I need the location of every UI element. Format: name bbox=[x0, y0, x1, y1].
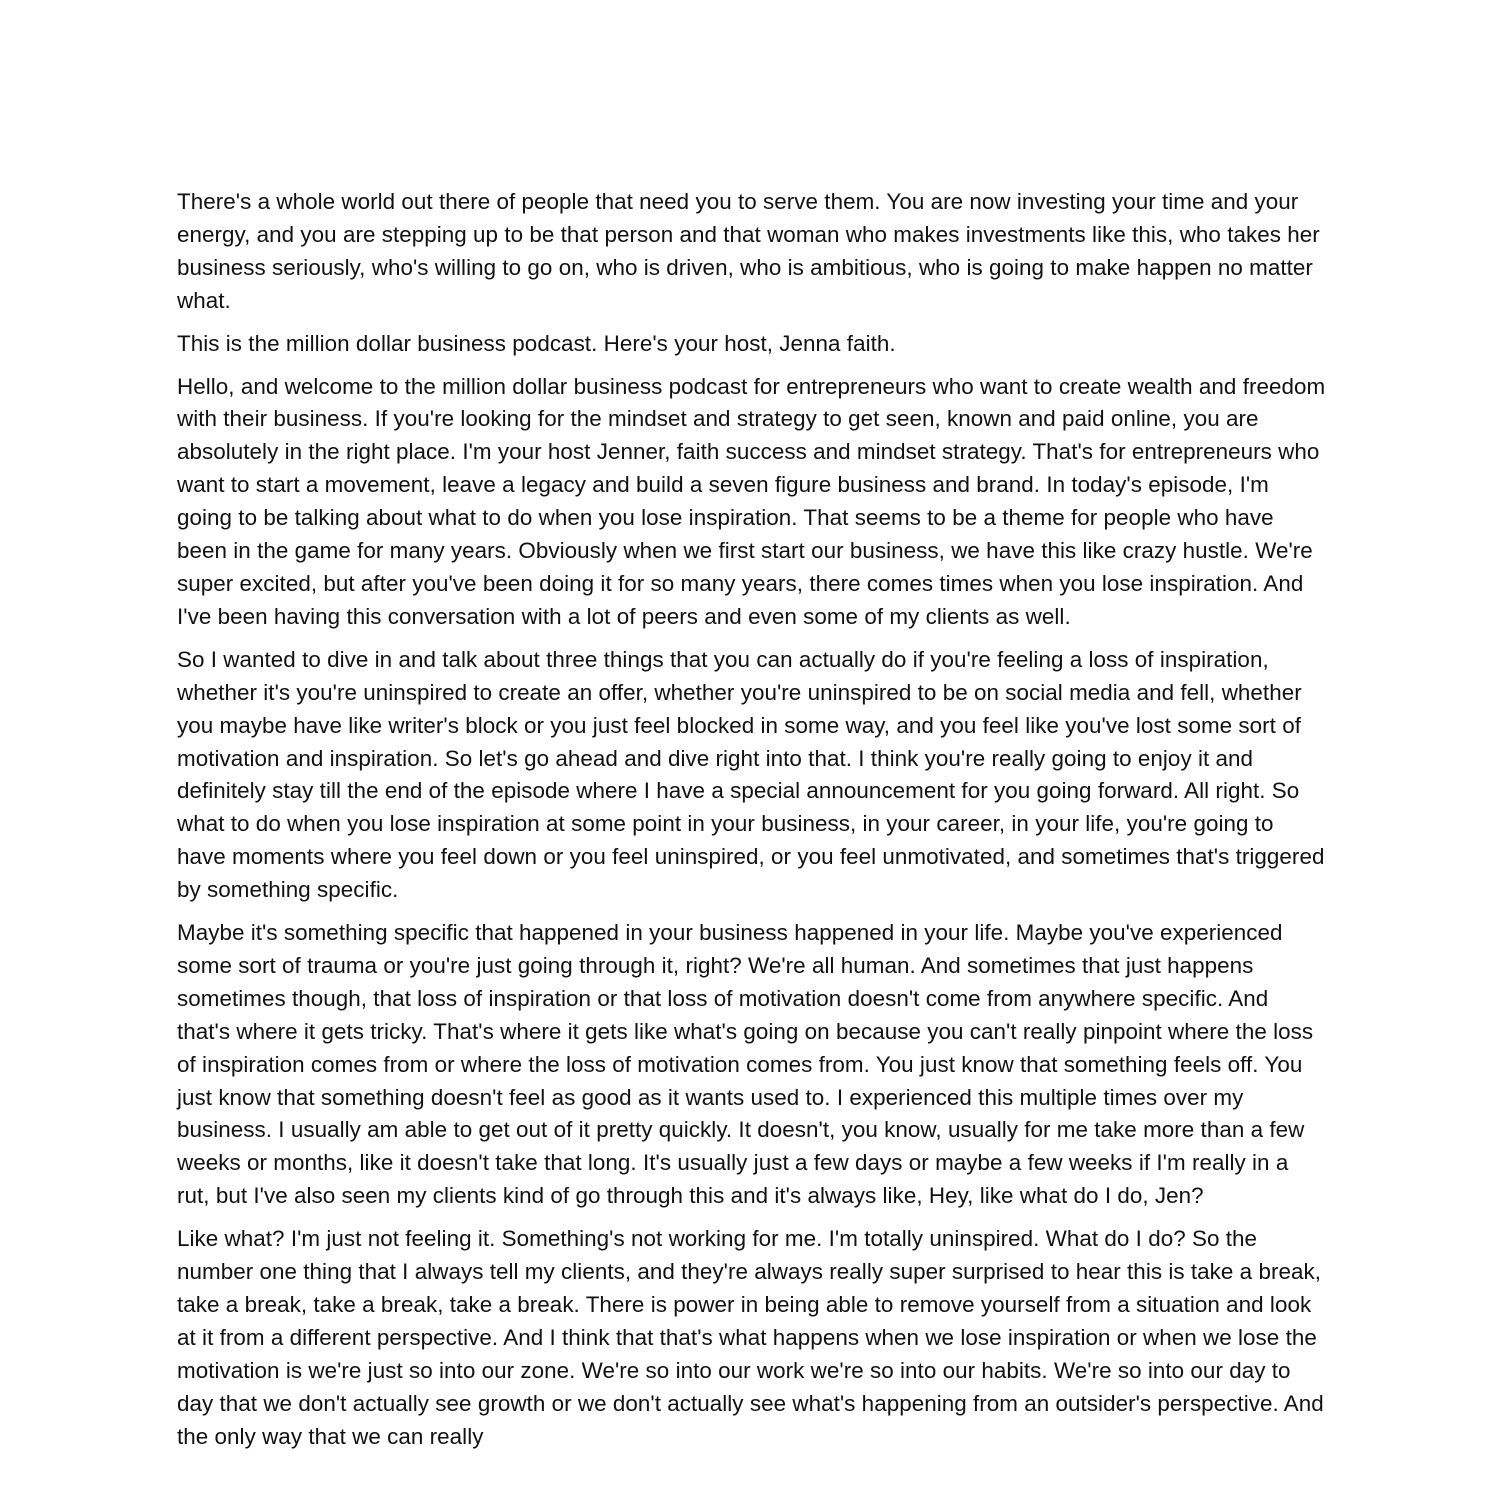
transcript-body bbox=[177, 186, 1327, 1464]
paragraph-podcast-intro: This is the million dollar business podcast. Here's your host, Jenna faith. bbox=[177, 330, 896, 356]
paragraph-three-things: So I wanted to dive in and talk about three things that you can actually do if you're feeling a loss of inspiration, whether it's you're uninspired to create an offer, whether you're uninspired to be on social media and fell, whether you maybe have like writer's block or you just feel blocked in some way, and you feel like you've lost some sort of motivation and inspiration. So let's go ahead and dive right into that. I think you're really going to enjoy it and definitely stay till the end of the episode where I have a special announcement for you going forward. All right. So what to do when you lose inspiration at some point in your business, in your career, in your life, you're going to have moments where you feel down or you feel uninspired, or you feel unmotivated, and sometimes that's triggered by something specific. bbox=[177, 646, 1325, 903]
paragraph-welcome: Hello, and welcome to the million dollar business podcast for entrepreneurs who want to create wealth and freedom with their business. If you're looking for the mindset and strategy to get seen, known and paid online, you are absolutely in the right place. I'm your host Jenner, faith success and mindset strategy. That's for entrepreneurs who want to start a movement, leave a legacy and build a seven figure business and brand. In today's episode, I'm going to be talking about what to do when you lose inspiration. That seems to be a theme for people who have been in the game for many years. Obviously when we first start our business, we have this like crazy hustle. We're super excited, but after you've been doing it for so many years, there comes times when you lose inspiration. And I've been having this conversation with a lot of peers and even some of my clients as well. bbox=[177, 373, 1326, 629]
paragraph-take-a-break: Like what? I'm just not feeling it. Something's not working for me. I'm totally uninspired. What do I do? So the number one thing that I always tell my clients, and they're always really super surprised to hear this is take a break, take a break, take a break, take a break. There is power in being able to remove yourself from a situation and look at it from a different perspective. And I think that that's what happens when we lose inspiration or when we lose the motivation is we're just so into our zone. We're so into our work we're so into our habits. We're so into our day to day that we don't actually see growth or we don't actually see what's happening from an outsider's perspective. And the only way that we can really bbox=[177, 1226, 1324, 1449]
paragraph-something-specific: Maybe it's something specific that happened in your business happened in your life. Maybe you've experienced some sort of trauma or you're just going through it, right? We're all human. And sometimes that just happens sometimes though, that loss of inspiration or that loss of motivation doesn't come from anywhere specific. And that's where it gets tricky. That's where it gets like what's going on because you can't really pinpoint where the loss of inspiration comes from or where the loss of motivation comes from. You just know that something feels off. You just know that something doesn't feel as good as it wants used to. I experienced this multiple times over my business. I usually am able to get out of it pretty quickly. It doesn't, you know, usually for me take more than a few weeks or months, like it doesn't take that long. It's usually just a few days or maybe a few weeks if I'm really in a rut, but I've also seen my clients kind of go through this and it's always like, Hey, like what do I do, Jen? bbox=[177, 920, 1314, 1209]
paragraph-intro-quote: There's a whole world out there of people that need you to serve them. You are now investing your time and your energy, and you are stepping up to be that person and that woman who makes investments like this, who takes her business seriously, who's willing to go on, who is driven, who is ambitious, who is going to make happen no matter what. bbox=[177, 189, 1320, 313]
